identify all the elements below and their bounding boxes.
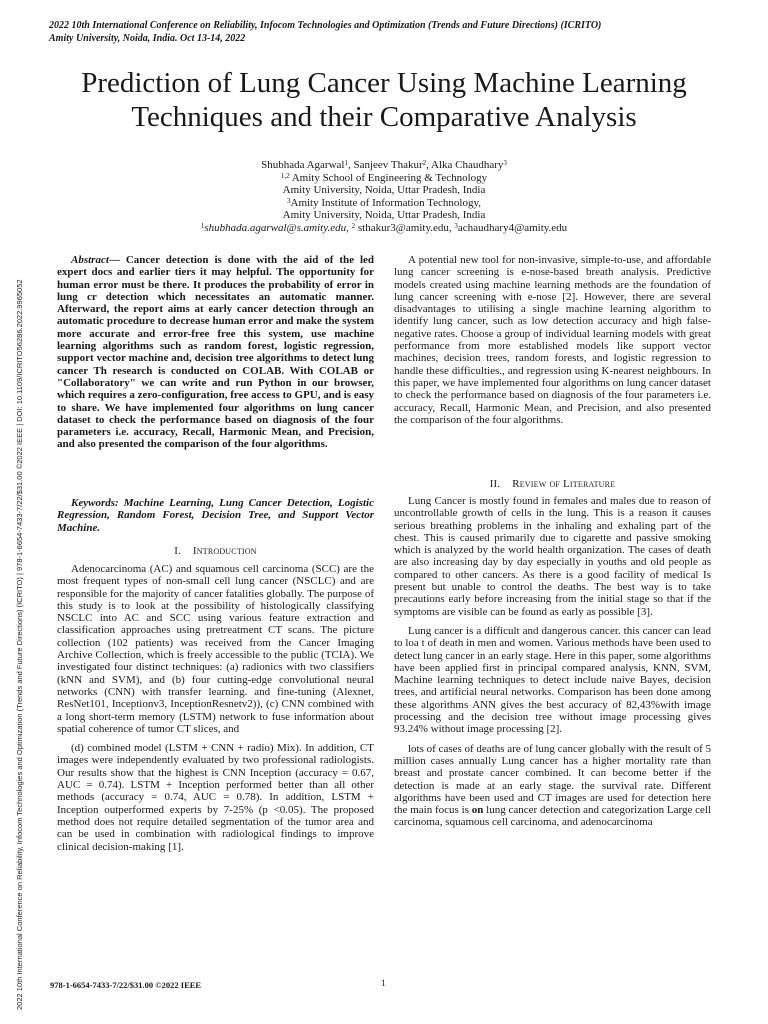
affiliation-1 xyxy=(160,172,608,185)
literature-paragraph-2: Lung cancer is a difficult and dangerous cancer. this cancer can lead to loa t of death in men and women. Various methods have been used to detect lung cancer in an early stage. Here in this paper, some algorithms have been applied first in principal compared analysis, KNN, SVM, Machine learning techniques to detect include naive Bayes, decision trees, and artificial neural networks. Comparison has been done among these algorithms ANN gives the best accuracy of 82,43%with image processing and the decision tree without image processing gives 93.24% without image processing [2]. xyxy=(394,624,711,736)
footer-copyright: 978-1-6654-7433-7/22/$31.00 ©2022 IEEE xyxy=(50,980,202,990)
affiliation-2-sup: 3 xyxy=(287,196,291,205)
email-2[interactable]: sthakur3@amity.edu, xyxy=(355,221,452,234)
affiliation-2-address: Amity University, Noida, Uttar Pradesh, India xyxy=(282,209,486,222)
literature-paragraph-1: Lung Cancer is mostly found in females and males due to reason of uncontrollable growth of cells in the lung. This is a reason it causes serious breathing problems in the inhaling and exhaling part of the chest. This is caused primarily due to cigarette and passive smoking which is analyzed by the world health organization. The cases of death are also increasing day by day especially in youths and old people as compared to other cancers. As there is a good facility of medical Is present but unable to control the deaths. The best way is to take precautions early before increasing from the initial stage so that if the symptoms are visible can be found as early as possible [3]. xyxy=(394,495,711,618)
abstract-paragraph xyxy=(57,254,374,451)
right-column-top xyxy=(394,254,711,426)
literature-paragraph-3-b: on xyxy=(471,804,484,817)
author-1: Shubhada Agarwal xyxy=(261,159,345,171)
conference-name: 2022 10th International Conference on Reliability, Infocom Technologies and Optimization (Trends and Future Directions) (ICRITO) xyxy=(49,20,602,31)
email-1[interactable]: shubhada.agarwal@s.amity.edu, xyxy=(204,221,349,234)
literature-paragraph-3-c: lung cancer detection and categorization Large cell carcinoma, squamous cell carcinoma, and adenocarcinoma xyxy=(394,804,711,829)
affiliation-1-address: Amity University, Noida, Uttar Pradesh, India xyxy=(282,184,486,197)
doi-sidebar-text: 2022 10th International Conference on Reliability, Infocom Technologies and Optimization (Trends and Future Directions) (ICRITO) | 978-1-6654-7433-7/22/$31.00 ©2022 IEEE | DOI: 10.1109/ICRITO56286.2022.9965052 xyxy=(15,279,24,1010)
page-number: 1 xyxy=(381,979,386,989)
email-2-sup: 2 xyxy=(351,221,356,230)
email-3-sup: 3 xyxy=(454,221,458,230)
right-paragraph-1: A potential new tool for non-invasive, simple-to-use, and affordable lung cancer screening is e-nose-based breath analysis. Predictive models created using machine learning methods are the foundation of lung cancer screening with e-nose [2]. However, there are several disadvantages to utilising a single machine learning algorithm to identify lung cancer, such as low detection accuracy and high false-negative rates. Choose a group of individual learning models with great performance from more established models like support vector machines, decision trees, random forests, and logistic regression to handle these difficulties., and regression using K-nearest neighbours. In this paper, we have implemented four algorithms on lung cancer dataset to check the performance based on diagnosis of the four parameters i.e. accuracy, Recall, Harmonic Mean, and Precision, and also presented the comparison of the four algorithms. xyxy=(394,254,711,426)
literature-paragraph-3 xyxy=(394,743,711,829)
affiliation-1-sup: 1,2 xyxy=(280,171,290,180)
literature-body xyxy=(394,495,711,829)
author-block xyxy=(160,159,608,235)
section-heading-literature xyxy=(394,478,711,490)
affiliation-1-name: Amity School of Engineering & Technology xyxy=(289,171,488,184)
affiliation-2-name: Amity Institute of Information Technology, xyxy=(290,196,481,209)
section-heading-introduction xyxy=(57,545,374,557)
author-3-sup: 3 xyxy=(503,159,507,167)
conference-venue: Amity University, Noida, India. Oct 13-14, 2022 xyxy=(49,33,246,44)
email-1-sup: 1 xyxy=(200,221,205,230)
abstract-dash: — xyxy=(108,254,126,266)
doi-sidebar xyxy=(2,0,28,1024)
author-2-sup: 2 xyxy=(422,159,427,167)
author-1-sup: 1 xyxy=(344,159,348,167)
abstract xyxy=(57,254,374,451)
keywords-label: Keywords: xyxy=(71,497,124,509)
abstract-label: Abstract xyxy=(71,254,109,266)
section-number: I. xyxy=(174,545,182,557)
keywords-paragraph xyxy=(57,497,374,534)
author-2: , Sanjeev Thakur xyxy=(347,159,423,171)
affiliation-2 xyxy=(160,197,608,210)
literature-paragraph-3-a: lots of cases of deaths are of lung cancer globally with the result of 5 million cases annually Lung cancer has a higher mortality rate than breast and prostate cancer combined. It can become better if the detection is made at an early stage. the survival rate. Different algorithms have been used and CT images are used for detection here the main focus is xyxy=(394,742,712,817)
author-emails xyxy=(160,222,608,235)
intro-paragraph-2: (d) combined model (LSTM + CNN + radio) Mix). In addition, CT images were independently evaluated by two professional radiologists. Our results show that the highest is CNN Inception (accuracy = 0.67, AUC = 0.74). LSTM + Inception performed better than all other methods (accuracy = 0.74, AUC = 0.78). In addition, LSTM + Inception outperformed experts by 7-25% (p <0.05). The proposed method does not require detailed segmentation of the tumor area and can be used in combination with radiological findings to improve clinical decision-making [1]. xyxy=(57,742,374,853)
author-3: , Alka Chaudhary xyxy=(426,159,504,171)
conference-header xyxy=(49,19,689,45)
section-title: Review of Literature xyxy=(512,478,616,490)
section-title: Introduction xyxy=(192,545,257,557)
abstract-text: Cancer detection is done with the aid of the led expert docs and earlier tiers it may helpful. The opportunity for human error must be there. It produces the probability of error in lung cr detection which necessitates an automatic manner. Afterward, the report aims at early cancer detection through an automatic procedure to decrease human error and make the system more accurate and error-free free this system, use machine learning algorithms such as random forest, logistic regression, support vector machine and, decision tree algorithms to detect lung cancer Th research is conducted on COLAB. With COLAB or "Collaboratory" we can write and run Python in our browser, which requires a zero-configuration, free access to GPU, and is easy to share. We have implemented four algorithms on lung cancer dataset to check the performance based on diagnosis of the four parameters i.e. accuracy, Recall, Harmonic Mean, and Precision, and also presented the comparison of the four algorithms. xyxy=(57,254,374,451)
intro-body xyxy=(57,563,374,853)
section-number: II. xyxy=(489,478,501,490)
keywords-text: Machine Learning, Lung Cancer Detection, Logistic Regression, Random Forest, Decision Tree, and Support Vector Machine. xyxy=(57,497,374,534)
email-3[interactable]: achaudhary4@amity.edu xyxy=(457,221,568,234)
keywords xyxy=(57,497,374,534)
intro-paragraph-1: Adenocarcinoma (AC) and squamous cell carcinoma (SCC) are the most frequent types of non-small cell lung cancer (NSCLC) and are responsible for the majority of cancer fatalities globally. The purpose of this study is to look at the possibility of histologically classifying NSCLC into AC and SCC using various feature extraction and classification approaches using pretreatment CT scans. The picture collection (102 patients) was received from the Cancer Imaging Archive Collection, which is freely accessible to the public (TCIA). We investigated four distinct techniques: (a) radionics with two classifiers (kNN and SVM), and (b) four cutting-edge convolutional neural networks (CNN) with transfer learning. and fine-tuning (Alexnet, ResNet101, Inceptionv3, InceptionResnetv2)), (c) CNN combined with a long short-term memory (LSTM) network to fuse information about spatial coherence of tumor CT slices, and xyxy=(57,563,374,735)
author-names xyxy=(160,159,608,172)
paper-title: Prediction of Lung Cancer Using Machine Learning Techniques and their Comparative Analysis xyxy=(81,67,687,133)
